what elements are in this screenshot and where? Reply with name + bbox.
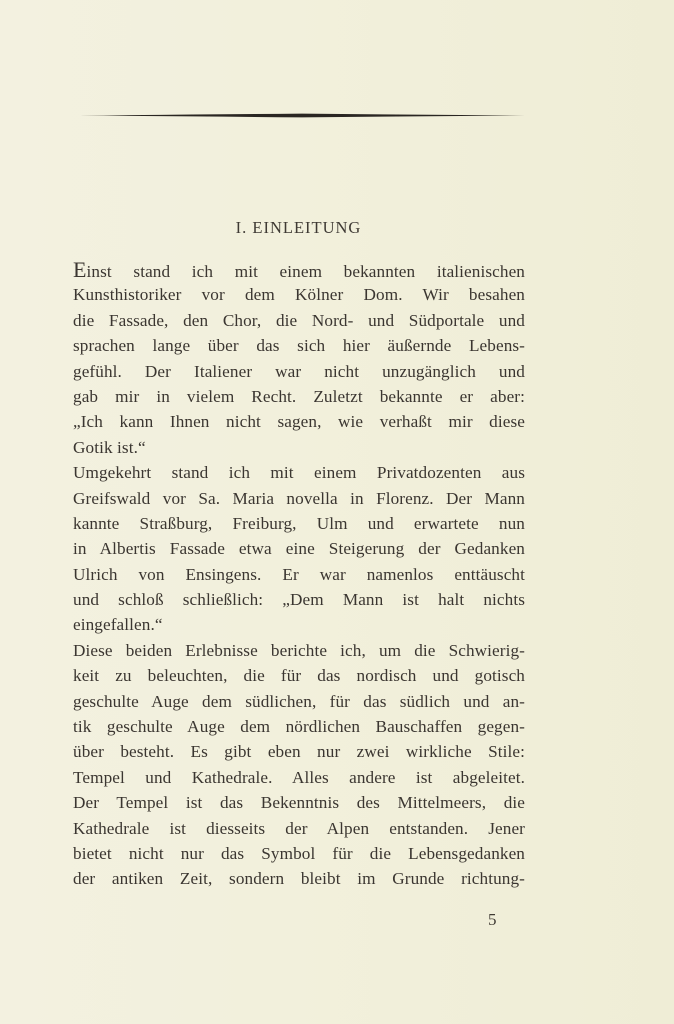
text-line	[73, 765, 525, 790]
text-line	[73, 562, 525, 587]
text-line	[73, 739, 525, 764]
line-text: „Ich kann Ihnen nicht sagen, wie verhaßt mir diese	[73, 412, 525, 432]
line-text: die Fassade, den Chor, die Nord- und Südportale und	[73, 310, 525, 330]
initial-letter: E	[73, 257, 87, 282]
text-line	[73, 816, 525, 841]
line-text: Greifswald vor Sa. Maria novella in Florenz. Der Mann	[73, 488, 525, 508]
text-line	[73, 257, 525, 282]
line-text: der antiken Zeit, sondern bleibt im Grunde richtung-	[73, 869, 525, 889]
line-text: tik geschulte Auge dem nördlichen Bauschaffen gegen-	[73, 717, 525, 737]
text-line	[73, 612, 525, 637]
page-number: 5	[488, 910, 497, 929]
text-line	[73, 435, 525, 460]
text-line	[73, 536, 525, 561]
line-text: Ulrich von Ensingens. Er war namenlos enttäuscht	[73, 564, 525, 584]
chapter-title: I. EINLEITUNG	[235, 218, 362, 237]
text-line	[73, 486, 525, 511]
line-text: bietet nicht nur das Symbol für die Lebensgedanken	[73, 843, 525, 863]
line-text: gab mir in vielem Recht. Zuletzt bekannte er aber:	[73, 386, 525, 406]
text-line	[73, 790, 525, 815]
text-line	[73, 409, 525, 434]
line-text: und schloß schließlich: „Dem Mann ist halt nichts	[73, 590, 525, 610]
text-line	[73, 333, 525, 358]
line-text: Tempel und Kathedrale. Alles andere ist abgeleitet.	[73, 767, 525, 787]
line-text: Der Tempel ist das Bekenntnis des Mittelmeers, die	[73, 793, 525, 813]
line-text: geschulte Auge dem südlichen, für das südlich und an-	[73, 691, 525, 711]
line-text: Umgekehrt stand ich mit einem Privatdozenten aus	[73, 463, 525, 483]
body-text	[73, 257, 525, 892]
line-text: gefühl. Der Italiener war nicht unzugänglich und	[73, 361, 525, 381]
line-text: Gotik ist.“	[73, 437, 146, 457]
line-text: inst stand ich mit einem bekannten italienischen	[86, 262, 525, 281]
text-line	[73, 460, 525, 485]
text-line	[73, 714, 525, 739]
text-line	[73, 866, 525, 891]
text-line	[73, 359, 525, 384]
line-text: Kunsthistoriker vor dem Kölner Dom. Wir besahen	[73, 285, 525, 305]
text-line	[73, 282, 525, 307]
text-line	[73, 511, 525, 536]
text-line	[73, 587, 525, 612]
line-text: in Albertis Fassade etwa eine Steigerung der Gedanken	[73, 539, 525, 559]
line-text: über besteht. Es gibt eben nur zwei wirkliche Stile:	[73, 742, 525, 762]
header-rule	[79, 113, 525, 118]
text-line	[73, 841, 525, 866]
line-text: keit zu beleuchten, die für das nordisch und gotisch	[73, 666, 525, 686]
text-line	[73, 308, 525, 333]
line-text: Kathedrale ist diesseits der Alpen entstanden. Jener	[73, 818, 525, 838]
line-text: sprachen lange über das sich hier äußernde Lebens-	[73, 336, 525, 356]
line-text: Diese beiden Erlebnisse berichte ich, um die Schwierig-	[73, 640, 525, 660]
line-text: eingefallen.“	[73, 615, 163, 635]
text-line	[73, 663, 525, 688]
text-line	[73, 384, 525, 409]
text-line	[73, 638, 525, 663]
text-line	[73, 689, 525, 714]
line-text: kannte Straßburg, Freiburg, Ulm und erwartete nun	[73, 513, 525, 533]
